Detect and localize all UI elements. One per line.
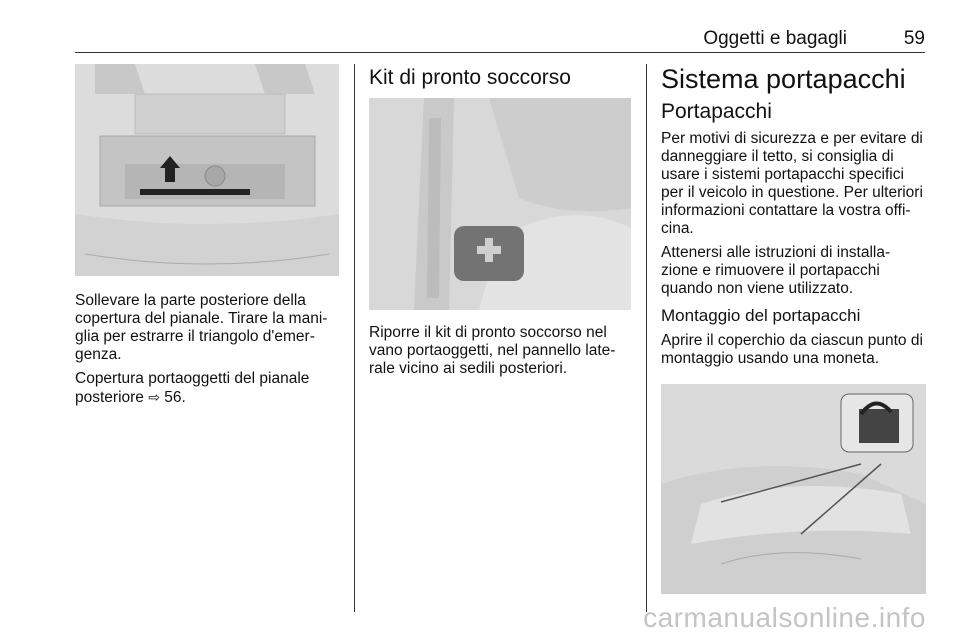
column-1 — [75, 64, 339, 413]
column-divider-2 — [646, 64, 647, 612]
first-aid-caption: Riporre il kit di pronto soccorso nel vano portaoggetti, nel pannello late-rale vicino ai sedili posteriori. — [369, 324, 616, 377]
first-aid-figure — [369, 98, 631, 310]
trunk-figure — [75, 64, 339, 276]
first-aid-heading: Kit di pronto soccorso — [369, 66, 571, 89]
reference-text: Copertura portaoggetti del pianale posteriore — [75, 370, 310, 406]
roof-rack-para-2: Attenersi alle istruzioni di installa-zione e rimuovere il portapacchi quando non viene utilizzato. — [661, 244, 891, 297]
roof-figure — [661, 384, 926, 594]
column-2 — [369, 64, 631, 384]
header-divider — [75, 52, 925, 53]
roof-rack-subheading: Portapacchi — [661, 100, 772, 123]
header-title: Oggetti e bagagli — [703, 28, 847, 49]
roof-rack-para-1: Per motivi di sicurezza e per evitare di danneggiare il tetto, si consiglia di usare i sistemi portapacchi specifici per il veicolo in questione. Per ulteriori informazioni contattare la vostra offi-cina. — [661, 130, 923, 237]
reference-page: 56. — [164, 389, 186, 406]
trunk-reference — [75, 370, 339, 407]
mounting-para: Aprire il coperchio da ciascun punto di montaggio usando una moneta. — [661, 332, 923, 367]
watermark: carmanualsonline.info — [643, 602, 926, 633]
column-divider-1 — [354, 64, 355, 612]
page-header — [75, 28, 925, 50]
column-3 — [661, 64, 926, 594]
trunk-caption: Sollevare la parte posteriore della copertura del pianale. Tirare la mani-glia per estrarre il triangolo d'emer-genza. — [75, 292, 328, 363]
mounting-subheading: Montaggio del portapacchi — [661, 306, 861, 325]
page-number: 59 — [903, 28, 925, 49]
arrow-ref-icon: ⇨ — [148, 389, 160, 405]
roof-rack-heading: Sistema portapacchi — [661, 64, 906, 94]
